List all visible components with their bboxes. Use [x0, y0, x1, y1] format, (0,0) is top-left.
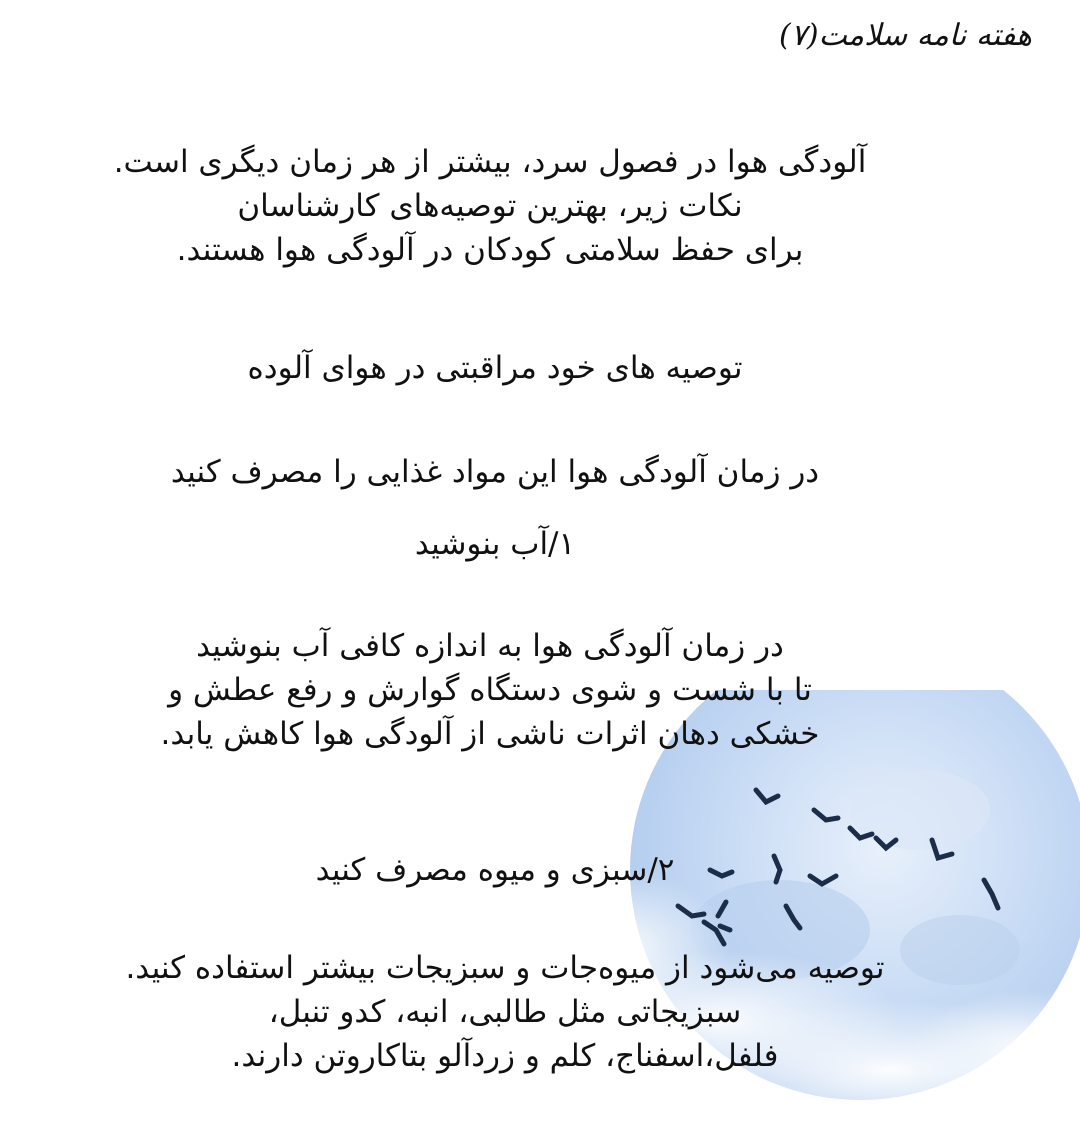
- item-line: تا با شست و شوی دستگاه گوارش و رفع عطش و: [168, 672, 812, 708]
- item-body-water: [100, 624, 880, 756]
- page-title: هفته نامه سلامت(۷): [779, 18, 1032, 53]
- intro-line: نکات زیر، بهترین توصیه‌های کارشناسان: [237, 188, 743, 224]
- item-line: در زمان آلودگی هوا به اندازه کافی آب بنوشید: [196, 628, 784, 664]
- item-title-text: ۱/آب بنوشید: [414, 526, 576, 562]
- item-title-text: ۲/سبزی و میوه مصرف کنید: [315, 852, 675, 888]
- item-body-vegetables: [40, 946, 970, 1078]
- section-heading-text: توصیه های خود مراقبتی در هوای آلوده: [247, 350, 743, 386]
- item-line: توصیه می‌شود از میوه‌جات و سبزیجات بیشتر استفاده کنید.: [125, 950, 885, 986]
- item-line: فلفل،اسفناج، کلم و زردآلو بتاکاروتن دارند.: [231, 1038, 779, 1074]
- item-line: سبزیجاتی مثل طالبی، انبه، کدو تنبل،: [268, 994, 742, 1030]
- item-line: خشکی دهان اثرات ناشی از آلودگی هوا کاهش یابد.: [160, 716, 820, 752]
- section-subheading-text: در زمان آلودگی هوا این مواد غذایی را مصرف کنید: [170, 454, 820, 490]
- section-subheading: [100, 450, 890, 494]
- item-title-vegetables: [270, 848, 720, 892]
- item-title-water: [360, 522, 630, 566]
- section-heading: [190, 346, 800, 390]
- intro-line: برای حفظ سلامتی کودکان در آلودگی هوا هستند.: [176, 232, 804, 268]
- intro-line: آلودگی هوا در فصول سرد، بیشتر از هر زمان دیگری است.: [113, 144, 867, 180]
- intro-paragraph: [40, 140, 940, 272]
